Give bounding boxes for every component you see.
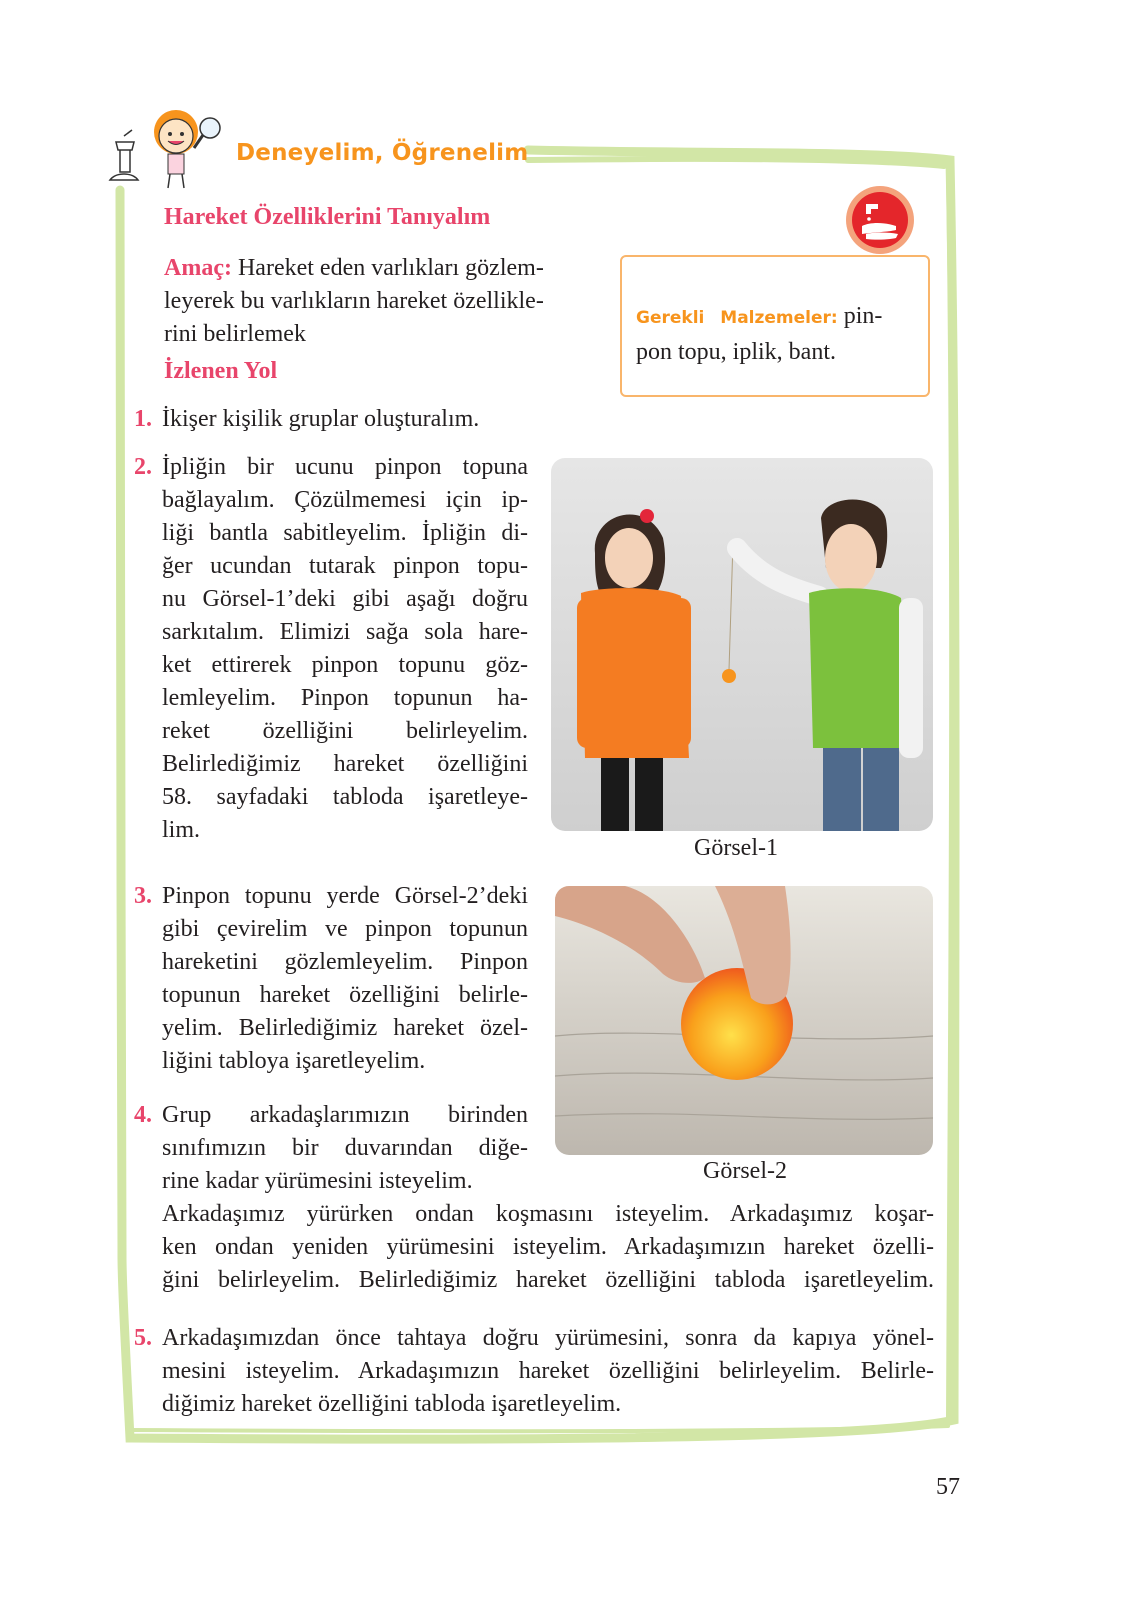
step-text-line: topunun hareket özelliğini belirle- — [162, 982, 528, 1008]
step-text-line: diğimiz hareket özelliğini tabloda işaretleyelim. — [162, 1391, 622, 1417]
step-text-line: yelim. Belirlediğimiz hareket özel- — [162, 1015, 528, 1041]
materials-text: pon topu, iplik, bant. — [636, 339, 836, 365]
step-text-line: reket özelliğini belirleyelim. — [162, 718, 528, 744]
step-text-line: hareketini gözlemleyelim. Pinpon — [162, 949, 528, 975]
step-text-line: ken ondan yeniden yürümesini isteyelim. Arkadaşımızın hareket özelli- — [162, 1234, 934, 1260]
step-text-line: Arkadaşımızdan önce tahtaya doğru yürümesini, sonra da kapıya yönel- — [162, 1325, 934, 1351]
step-text-line: 58. sayfadaki tabloda işaretleye- — [162, 784, 528, 810]
materials-text: pin- — [843, 303, 883, 329]
step-text-line: İpliğin bir ucunu pinpon topuna — [162, 454, 528, 480]
experiment-heading: Hareket Özelliklerini Tanıyalım — [164, 204, 491, 230]
purpose-block — [164, 252, 594, 351]
step-number: 3. — [134, 883, 152, 909]
step-text-line: rine kadar yürümesini isteyelim. — [162, 1168, 473, 1194]
step-text-line: gibi çevirelim ve pinpon topunun — [162, 916, 528, 942]
step-text-line: liği bantla sabitleyelim. İpliğin di- — [162, 520, 528, 546]
step-text-line: nu Görsel-1’deki gibi aşağı doğru — [162, 586, 528, 612]
mascot-icon — [104, 106, 232, 196]
step-text-line: ğer ucundan tutarak pinpon topu- — [162, 553, 528, 579]
step-text-line: Belirlediğimiz hareket özelliğini — [162, 751, 528, 777]
purpose-line: leyerek bu varlıkların hareket özellikle- — [164, 288, 544, 314]
photo2-caption: Görsel-2 — [703, 1158, 787, 1184]
photo-pendulum — [551, 458, 933, 831]
step-text-line: mesini isteyelim. Arkadaşımızın hareket özelliğini belirleyelim. Belirle- — [162, 1358, 934, 1384]
step-text: İkişer kişilik gruplar oluşturalım. — [162, 406, 480, 432]
step-text-line: sarkıtalım. Elimizi sağa sola hare- — [162, 619, 528, 645]
step-text-line: liğini tabloya işaretleyelim. — [162, 1048, 426, 1074]
step-text-line: Grup arkadaşlarımızın birinden — [162, 1102, 528, 1128]
step-text-line: Arkadaşımız yürürken ondan koşmasını isteyelim. Arkadaşımız koşar- — [162, 1201, 934, 1227]
step-text-line: ğini belirleyelim. Belirlediğimiz hareket özelliğini tabloda işaretleyelim. — [162, 1267, 934, 1293]
step-text-line: lim. — [162, 817, 201, 843]
section-title: Deneyelim, Öğrenelim — [236, 140, 529, 166]
step-text-line: lemleyelim. Pinpon topunun ha- — [162, 685, 528, 711]
purpose-label: Amaç: — [164, 255, 232, 281]
hand-washing-icon — [844, 184, 916, 256]
page-number: 57 — [936, 1474, 960, 1500]
step-number: 4. — [134, 1102, 152, 1128]
photo-spinning-ball — [555, 886, 933, 1155]
step-text-line: sınıfımızın bir duvarından diğe- — [162, 1135, 528, 1161]
step-number: 1. — [134, 406, 152, 432]
materials-box — [620, 255, 930, 397]
procedure-title: İzlenen Yol — [164, 358, 278, 384]
materials-label: Gerekli Malzemeler: — [636, 308, 838, 328]
step-text-line: bağlayalım. Çözülmemesi için ip- — [162, 487, 528, 513]
purpose-line: rini belirlemek — [164, 321, 306, 347]
step-text-line: Pinpon topunu yerde Görsel-2’deki — [162, 883, 528, 909]
photo1-caption: Görsel-1 — [694, 835, 778, 861]
step-number: 5. — [134, 1325, 152, 1351]
step-text-line: ket ettirerek pinpon topunu göz- — [162, 652, 528, 678]
purpose-line: Hareket eden varlıkları gözlem- — [231, 255, 544, 281]
step-number: 2. — [134, 454, 152, 480]
